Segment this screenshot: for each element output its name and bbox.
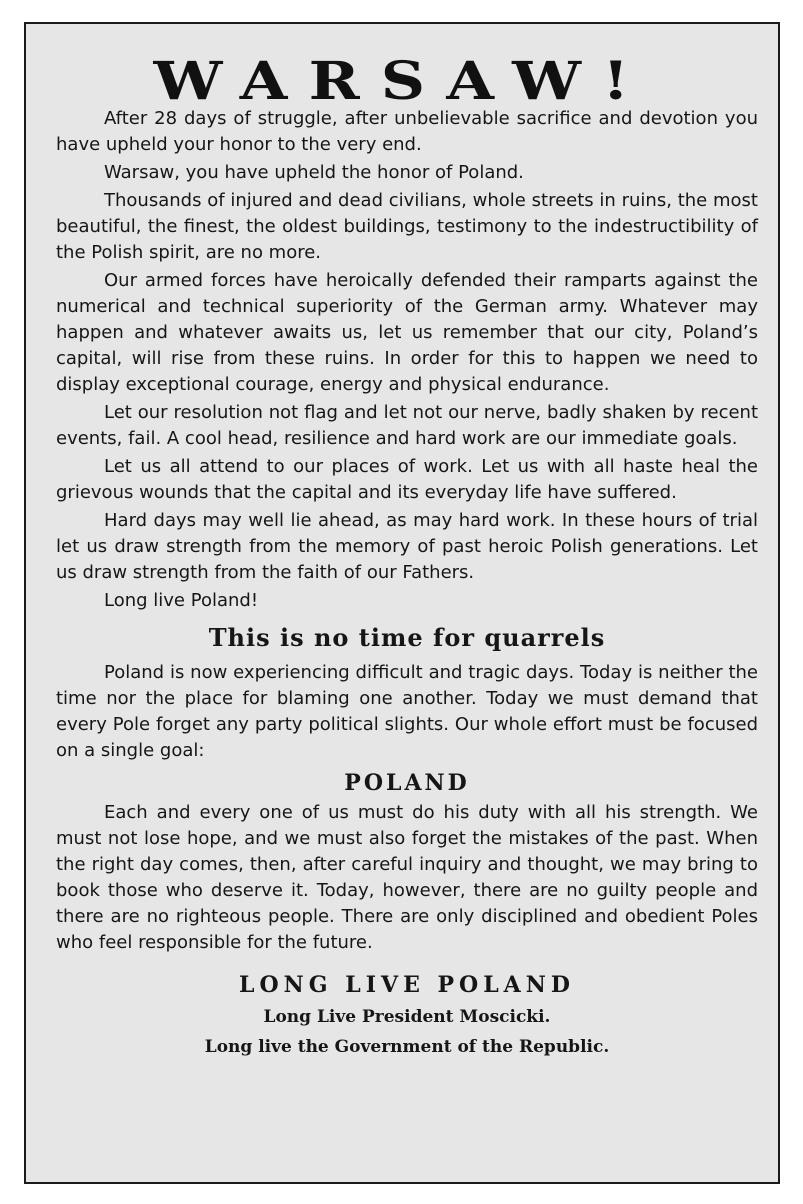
paragraph: Warsaw, you have upheld the honor of Poland. (104, 162, 524, 183)
proclamation-body (56, 106, 758, 1062)
section-heading-poland: POLAND (344, 770, 470, 796)
paragraph: Let us all attend to our places of work. Let us with all haste heal the grievous wounds that the capital and its everyday life have suffered. (56, 456, 758, 503)
paragraph: Thousands of injured and dead civilians, whole streets in ruins, the most beautiful, the finest, the oldest buildings, testimony to the indestructibility of the Polish spirit, are no more. (56, 190, 758, 263)
paragraph: Poland is now experiencing difficult and tragic days. Today is neither the time nor the place for blaming one another. Today we must demand that every Pole forget any party political slights. Our whole effort must be focused on a single goal: (56, 662, 758, 761)
paragraph: Let our resolution not flag and let not our nerve, badly shaken by recent events, fail. A cool head, resilience and hard work are our immediate goals. (56, 402, 758, 449)
closing-line-government: Long live the Government of the Republic. (204, 1037, 610, 1057)
proclamation-sheet (24, 22, 780, 1184)
paragraph: Our armed forces have heroically defended their ramparts against the numerical and technical superiority of the German army. Whatever may happen and whatever awaits us, let us remember that our city, Poland’s capital, will rise from these ruins. In order for this to happen we need to display exceptional courage, energy and physical endurance. (56, 270, 758, 395)
paragraph: After 28 days of struggle, after unbelievable sacrifice and devotion you have upheld your honor to the very end. (56, 108, 758, 155)
paragraph: Long live Poland! (104, 590, 259, 611)
page-title: WARSAW! (153, 51, 651, 112)
closing-line-president: Long Live President Moscicki. (263, 1007, 551, 1027)
closing-line-long-live-poland: LONG LIVE POLAND (239, 972, 575, 998)
closing-block (56, 968, 758, 1062)
paragraph: Each and every one of us must do his duty with all his strength. We must not lose hope, and we must also forget the mistakes of the past. When the right day comes, then, after careful inquiry and thought, we may bring to book those who deserve it. Today, however, there are no guilty people and there are no righteous people. There are only disciplined and obedient Poles who feel responsible for the future. (56, 802, 758, 953)
paragraph: Hard days may well lie ahead, as may hard work. In these hours of trial let us draw strength from the memory of past heroic Polish generations. Let us draw strength from the faith of our Fathers. (56, 510, 758, 583)
section-heading-quarrels: This is no time for quarrels (208, 623, 606, 652)
